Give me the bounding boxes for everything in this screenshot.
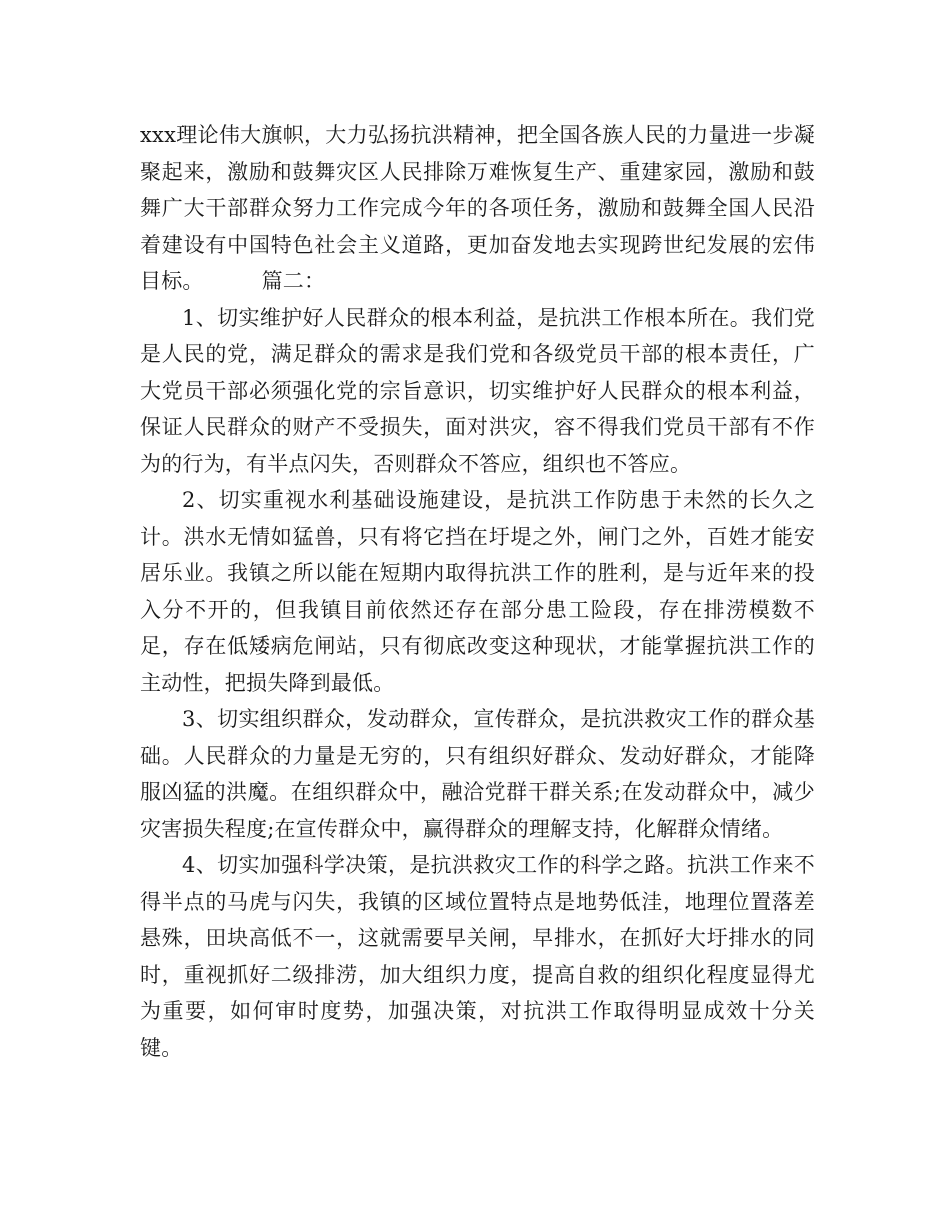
paragraph-point-3: 3、切实组织群众，发动群众，宣传群众，是抗洪救灾工作的群众基础。人民群众的力量是无穷的，只有组织好群众、发动好群众，才能降服凶猛的洪魔。在组织群众中，融洽党群干群关系;在发动群众中，减少灾害损失程度;在宣传群众中，赢得群众的理解支持，化解群众情绪。 xyxy=(140,707,815,841)
section-heading-pian-er: 篇二： xyxy=(261,269,326,293)
paragraph-point-4: 4、切实加强科学决策，是抗洪救灾工作的科学之路。抗洪工作来不得半点的马虎与闪失，我镇的区域位置特点是地势低洼，地理位置落差悬殊，田块高低不一，这就需要早关闸，早排水，在抓好大圩排水的同时，重视抓好二级排涝，加大组织力度，提高自救的组织化程度显得尤为重要，如何审时度势，加强决策，对抗洪工作取得明显成效十分关键。 xyxy=(140,853,815,1060)
paragraph-intro-continuation xyxy=(140,117,815,300)
paragraph-point-1: 1、切实维护好人民群众的根本利益，是抗洪工作根本所在。我们党是人民的党，满足群众的需求是我们党和各级党员干部的根本责任，广大党员干部必须强化党的宗旨意识，切实维护好人民群众的根本利益，保证人民群众的财产不受损失，面对洪灾，容不得我们党员干部有不作为的行为，有半点闪失，否则群众不答应，组织也不答应。 xyxy=(140,305,815,476)
document-body xyxy=(140,117,815,1066)
paragraph-text: xxx理论伟大旗帜，大力弘扬抗洪精神，把全国各族人民的力量进一步凝聚起来，激励和鼓舞灾区人民排除万难恢复生产、重建家园，激励和鼓舞广大干部群众努力工作完成今年的各项任务，激励和鼓舞全国人民沿着建设有中国特色社会主义道路，更加奋发地去实现跨世纪发展的宏伟目标。 xyxy=(140,123,815,293)
paragraph-point-2: 2、切实重视水利基础设施建设，是抗洪工作防患于未然的长久之计。洪水无情如猛兽，只有将它挡在圩堤之外，闸门之外，百姓才能安居乐业。我镇之所以能在短期内取得抗洪工作的胜利，是与近年来的投入分不开的，但我镇目前依然还存在部分患工险段，存在排涝模数不足，存在低矮病危闸站，只有彻底改变这种现状，才能掌握抗洪工作的主动性，把损失降到最低。 xyxy=(140,488,815,695)
